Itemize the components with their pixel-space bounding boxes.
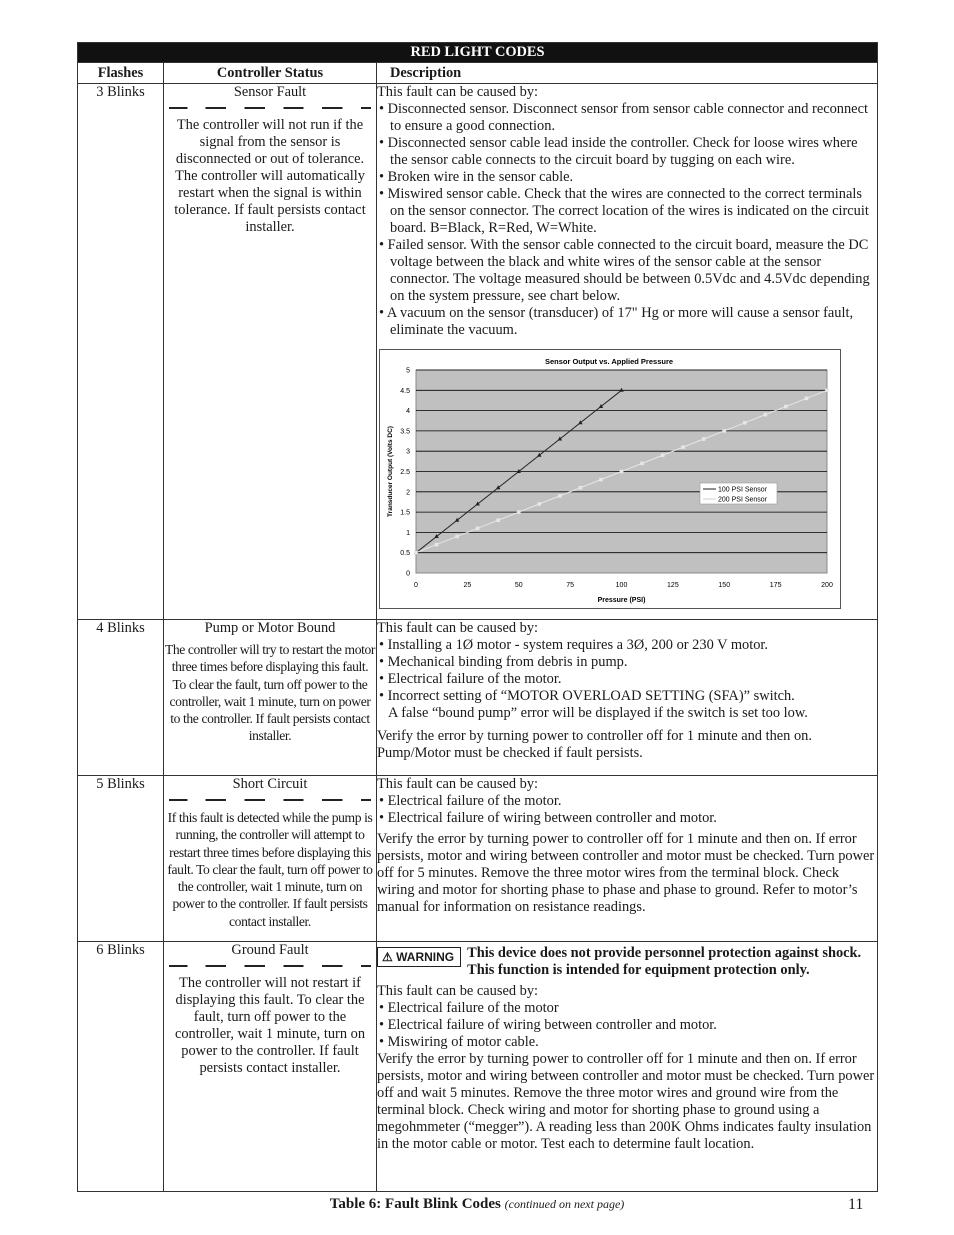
cause-item: • Disconnected sensor cable lead inside the controller. Check for loose wires where the sensor cable connects to the circuit board by tugging on each wire. — [379, 135, 858, 168]
data-point — [476, 527, 480, 531]
dashed-divider — [169, 107, 371, 109]
status-title: Short Circuit — [232, 776, 308, 792]
table-title: RED LIGHT CODES — [78, 43, 878, 63]
description-intro: This fault can be caused by: — [377, 776, 539, 792]
y-tick-label: 0.5 — [400, 550, 410, 558]
x-tick-label: 175 — [769, 582, 782, 589]
status-cell — [164, 776, 377, 942]
cause-item: • Mechanical binding from debris in pump. — [379, 654, 628, 670]
page-number: 11 — [848, 1196, 864, 1213]
data-point — [435, 543, 439, 547]
cause-item: • Miswired sensor cable. Check that the wires are connected to the correct terminals on the sensor connector. The correct location of the wires is indicated on the circuit board. B=Black, R=Red, W=White. — [379, 186, 869, 236]
table-row — [78, 776, 878, 942]
caption-continued: (continued on next page) — [504, 1197, 625, 1211]
legend-label: 200 PSI Sensor — [718, 496, 768, 504]
data-point — [681, 445, 685, 449]
status-body: If this fault is detected while the pump is running, the controller will attempt to restart three times before displaying this fault. To clear the fault, turn off power to the controller, wait 1 minute, turn on power to the controller. If fault persists contact installer. — [167, 810, 373, 929]
status-body: The controller will try to restart the motor three times before displaying this fault. To clear the fault, turn off power to the controller, wait 1 minute, turn on power to the controller. If fault persists contact installer. — [164, 642, 376, 744]
header-controller-status: Controller Status — [164, 63, 377, 84]
verify-text: Verify the error by turning power to controller off for 1 minute and then on. Pump/Motor must be checked if fault persists. — [377, 728, 812, 761]
cause-item: • Failed sensor. With the sensor cable connected to the circuit board, measure the DC voltage between the black and white wires of the sensor cable at the sensor connector. The voltage measured should be between 0.5Vdc and 4.5Vdc depending on the system pressure, see chart below. — [379, 237, 870, 304]
data-point — [743, 421, 747, 425]
description-cell — [377, 84, 878, 620]
cause-item: • Electrical failure of wiring between controller and motor. — [379, 810, 717, 826]
description-intro: This fault can be caused by: — [377, 620, 539, 636]
data-point — [825, 389, 829, 393]
x-tick-label: 200 — [821, 582, 833, 589]
x-tick-label: 125 — [667, 582, 679, 589]
cause-note: A false “bound pump” error will be displayed if the switch is set too low. — [388, 705, 808, 721]
data-point — [805, 397, 809, 401]
warning-triangle-icon: ⚠ — [382, 950, 393, 964]
y-tick-label: 4 — [406, 408, 410, 416]
dashed-divider — [169, 965, 371, 967]
cause-item: • Electrical failure of the motor. — [379, 793, 562, 809]
description-intro: This fault can be caused by: — [377, 983, 539, 999]
red-light-codes-table — [77, 42, 878, 1192]
caption-title: Table 6: Fault Blink Codes — [329, 1196, 501, 1212]
x-tick-label: 50 — [514, 582, 523, 589]
header-description: Description — [377, 63, 878, 84]
table-row — [78, 84, 878, 620]
flashes-cell: 6 Blinks — [78, 942, 164, 1192]
cause-item: • Installing a 1Ø motor - system requires a 3Ø, 200 or 230 V motor. — [379, 637, 769, 653]
data-point — [579, 486, 583, 490]
status-cell — [164, 84, 377, 620]
cause-item: • Miswiring of motor cable. — [379, 1034, 539, 1050]
y-axis-label: Transducer Output (Volts DC) — [387, 426, 394, 517]
cause-item: • Electrical failure of wiring between controller and motor. — [379, 1017, 717, 1033]
y-tick-label: 2.5 — [400, 469, 410, 476]
x-tick-label: 25 — [463, 582, 472, 589]
cause-item: • Incorrect setting of “MOTOR OVERLOAD SETTING (SFA)” switch. — [379, 688, 795, 704]
cause-item: • A vacuum on the sensor (transducer) of 17" Hg or more will cause a sensor fault, eliminate the vacuum. — [379, 305, 854, 338]
verify-text: Verify the error by turning power to controller off for 1 minute and then on. If error persists, motor and wiring between controller and motor must be checked. Turn power off and wait 5 minutes. Remove the three motor wires and ground wire from the terminal block. Check wiring and motor for shorting phase to ground using a megohmmeter (“megger”). A reading less than 200K Ohms indicates faulty insulation in the motor cable or motor. Test each to determine fault location. — [377, 1051, 875, 1152]
header-flashes: Flashes — [78, 63, 164, 84]
sensor-output-chart — [379, 349, 841, 609]
table-row — [78, 620, 878, 776]
warning-notice — [377, 945, 877, 979]
status-body: The controller will not restart if displaying this fault. To clear the fault, turn off power to the controller, wait 1 minute, turn on power to the controller. If fault persists contact installer. — [174, 975, 366, 1076]
cause-item: • Electrical failure of the motor — [379, 1000, 559, 1016]
status-cell — [164, 942, 377, 1192]
data-point — [517, 510, 521, 514]
data-point — [496, 518, 500, 522]
legend-label: 100 PSI Sensor — [718, 486, 768, 494]
y-tick-label: 4.5 — [400, 387, 410, 395]
cause-item: • Broken wire in the sensor cable. — [379, 169, 574, 185]
warning-text: This device does not provide personnel protection against shock. This function is intended for equipment protection only. — [467, 945, 862, 978]
data-point — [620, 470, 624, 474]
data-point — [599, 478, 603, 482]
flashes-cell: 4 Blinks — [78, 620, 164, 776]
data-point — [455, 535, 459, 539]
description-intro: This fault can be caused by: — [377, 84, 539, 100]
data-point — [702, 437, 706, 441]
cause-item: • Electrical failure of the motor. — [379, 671, 562, 687]
x-tick-label: 150 — [718, 582, 731, 589]
status-body: The controller will not run if the signal from the sensor is disconnected or out of tolerance. The controller will automatically restart when the signal is within tolerance. If fault persists contact installer. — [174, 117, 366, 235]
warning-badge — [377, 947, 461, 967]
status-cell — [164, 620, 377, 776]
x-tick-label: 75 — [566, 582, 575, 589]
data-point — [764, 413, 768, 417]
verify-text: Verify the error by turning power to controller off for 1 minute and then on. If error persists, motor and wiring between controller and motor must be checked. Turn power off for 5 minutes. Remove the three motor wires from the terminal block. Check wiring and motor for shorting phase to phase and phase to ground. Refer to motor’s manual for information on resistance readings. — [377, 831, 875, 915]
warning-label: WARNING — [396, 950, 455, 964]
description-cell — [377, 942, 878, 1192]
y-tick-label: 3 — [406, 448, 410, 456]
description-cell — [377, 620, 878, 776]
chart-svg — [380, 350, 840, 608]
dashed-divider — [169, 799, 371, 801]
data-point — [558, 494, 562, 498]
x-tick-label: 100 — [615, 582, 628, 589]
data-point — [661, 453, 665, 457]
status-title: Pump or Motor Bound — [204, 620, 336, 636]
status-title: Sensor Fault — [233, 84, 307, 100]
x-tick-label: 0 — [414, 582, 418, 589]
y-tick-label: 1 — [406, 529, 410, 537]
y-tick-label: 3.5 — [400, 428, 410, 436]
table-caption — [77, 1196, 877, 1213]
y-tick-label: 2 — [406, 489, 410, 497]
data-point — [722, 429, 726, 433]
y-tick-label: 1.5 — [400, 509, 410, 517]
y-tick-label: 0 — [406, 570, 410, 578]
fault-codes-page — [77, 42, 877, 1192]
description-cell — [377, 776, 878, 942]
status-title: Ground Fault — [231, 942, 309, 958]
y-tick-label: 5 — [406, 367, 410, 375]
data-point — [784, 405, 788, 409]
x-axis-label: Pressure (PSI) — [597, 597, 646, 604]
data-point — [414, 551, 418, 555]
flashes-cell: 5 Blinks — [78, 776, 164, 942]
flashes-cell: 3 Blinks — [78, 84, 164, 620]
data-point — [640, 462, 644, 466]
chart-title: Sensor Output vs. Applied Pressure — [544, 357, 674, 366]
data-point — [538, 502, 542, 506]
cause-item: • Disconnected sensor. Disconnect sensor from sensor cable connector and reconnect to ensure a good connection. — [379, 101, 868, 134]
table-row — [78, 942, 878, 1192]
